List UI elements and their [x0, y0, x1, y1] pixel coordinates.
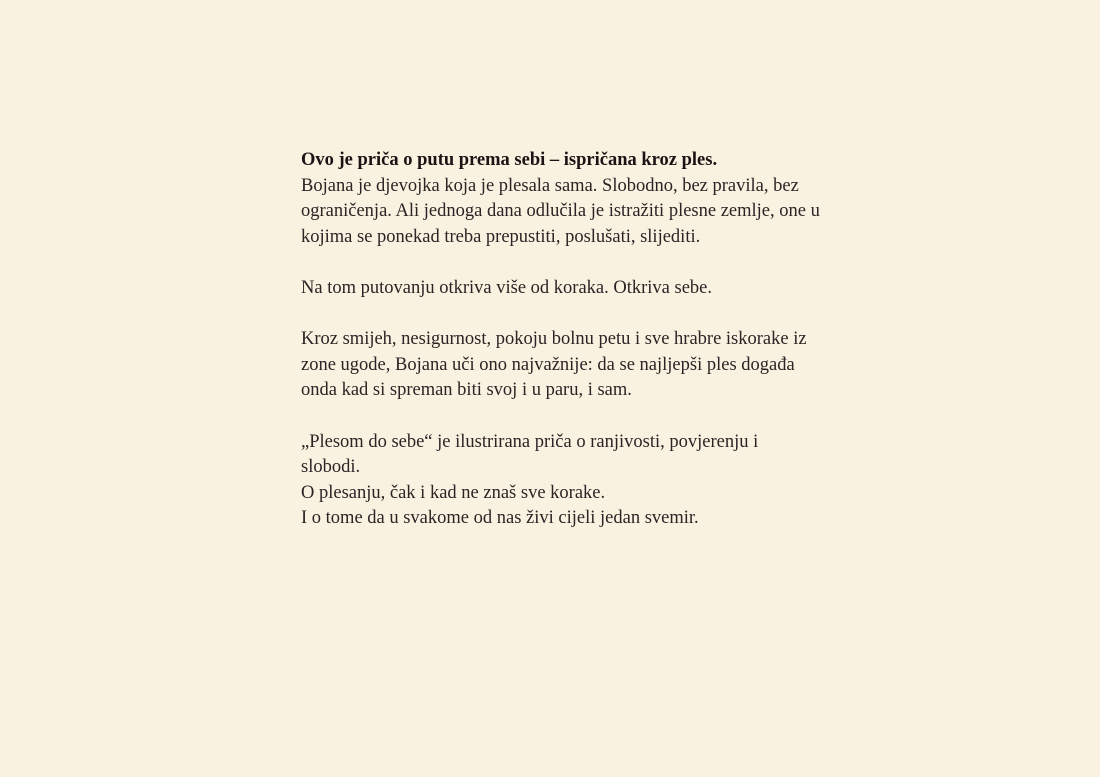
- paragraph-intro: Bojana je djevojka koja je plesala sama. Slobodno, bez pravila, bez ograničenja. Ali jednoga dana odlučila je istražiti plesne zemlje, one u kojima se ponekad treba prepustiti, poslušati, slijediti.: [301, 175, 820, 247]
- headline: Ovo je priča o putu prema sebi – ispričana kroz ples.: [301, 150, 718, 170]
- paragraph-lesson: Kroz smijeh, nesigurnost, pokoju bolnu petu i sve hrabre iskorake iz zone ugode, Bojana uči ono najvažnije: da se najljepši ples događa onda kad si spreman biti svoj i u paru, i sam.: [301, 329, 807, 401]
- paragraph-summary-line-3: I o tome da u svakome od nas živi cijeli jedan svemir.: [301, 508, 699, 529]
- paragraph-summary-line-1: „Plesom do sebe“ je ilustrirana priča o ranjivosti, povjerenju i slobodi.: [301, 431, 759, 478]
- book-description: [301, 148, 821, 532]
- paragraph-summary-line-2: O plesanju, čak i kad ne znaš sve korake.: [301, 482, 606, 503]
- paragraph-journey: Na tom putovanju otkriva više od koraka. Otkriva sebe.: [301, 277, 713, 298]
